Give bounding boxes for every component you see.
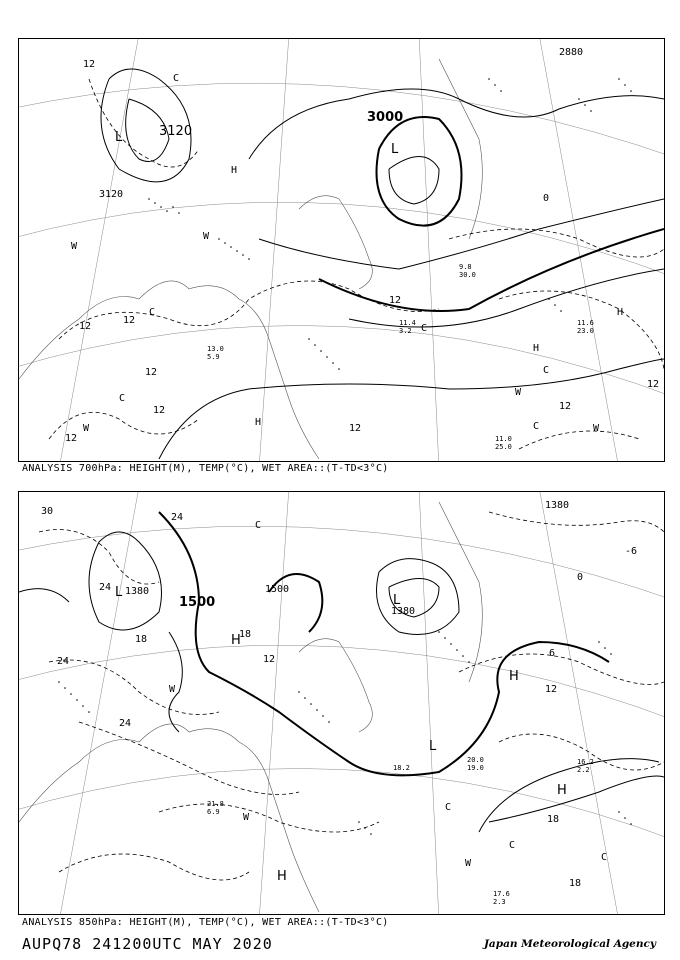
height-label: 1500 xyxy=(179,595,216,610)
temp-label: 0 xyxy=(543,193,550,204)
height-label: 1380 xyxy=(391,606,416,617)
high-center-label: H xyxy=(231,165,238,176)
warm-center-label: W xyxy=(515,387,522,398)
station-value: 13.0 xyxy=(207,345,224,353)
high-center-label: H xyxy=(255,417,262,428)
temp-label: 24 xyxy=(119,718,132,729)
temp-label: 12 xyxy=(559,401,572,412)
station-value: 5.9 xyxy=(207,353,220,361)
temp-label: 24 xyxy=(171,512,184,523)
temp-label: 12 xyxy=(545,684,558,695)
station-value: 9.8 xyxy=(459,263,472,271)
temp-label: 30 xyxy=(41,506,54,517)
cold-center-label: C xyxy=(421,323,428,334)
temp-label: 18 xyxy=(135,634,148,645)
height-label: 3120 xyxy=(99,189,124,200)
station-value: 11.4 xyxy=(399,319,416,327)
low-center-label: L xyxy=(115,585,123,600)
cold-center-label: C xyxy=(601,852,608,863)
station-value: 25.0 xyxy=(495,443,512,451)
low-center-label: L xyxy=(115,130,123,145)
temp-label: 12 xyxy=(263,654,276,665)
temp-label: 6 xyxy=(549,648,556,659)
isotherms xyxy=(39,512,664,880)
station-value: 6.9 xyxy=(207,808,220,816)
high-center-label: H xyxy=(533,343,540,354)
coastlines xyxy=(19,502,482,912)
cold-center-label: C xyxy=(173,73,180,84)
temp-label: 12 xyxy=(83,59,96,70)
warm-center-label: W xyxy=(593,423,600,434)
grid-lines xyxy=(19,39,664,461)
temp-label: 12 xyxy=(123,315,136,326)
cold-center-label: C xyxy=(543,365,550,376)
station-value: 21.8 xyxy=(207,800,224,808)
temp-label: 18 xyxy=(569,878,582,889)
warm-center-label: W xyxy=(203,231,210,242)
height-label: 3120 xyxy=(159,124,193,139)
caption-850hpa: ANALYSIS 850hPa: HEIGHT(M), TEMP(°C), WET AREA::(T-TD<3°C) xyxy=(22,917,389,928)
warm-center-label: W xyxy=(83,423,90,434)
temp-label: 12 xyxy=(349,423,362,434)
cold-center-label: C xyxy=(445,802,452,813)
height-label: 1380 xyxy=(125,586,150,597)
high-center-label: H xyxy=(277,869,287,884)
height-contours xyxy=(19,512,664,832)
height-label: 2880 xyxy=(559,47,584,58)
temp-label: 12 xyxy=(65,433,78,444)
warm-center-label: W xyxy=(71,241,78,252)
cold-center-label: C xyxy=(255,520,262,531)
station-value: 23.0 xyxy=(577,327,594,335)
weather-map-700hpa xyxy=(19,39,664,461)
warm-center-label: W xyxy=(169,684,176,695)
wet-area-stipple xyxy=(58,631,632,835)
cold-center-label: C xyxy=(533,421,540,432)
agency-name: Japan Meteorological Agency xyxy=(483,938,656,950)
warm-center-label: W xyxy=(465,858,472,869)
low-center-label: L xyxy=(391,142,399,157)
temp-label: 24 xyxy=(57,656,70,667)
station-value: 2.2 xyxy=(577,766,590,774)
height-label: 1380 xyxy=(545,500,570,511)
temp-label: 18 xyxy=(547,814,560,825)
temp-label: 12 xyxy=(647,379,660,390)
cold-center-label: C xyxy=(119,393,126,404)
map-panel-850hpa xyxy=(18,491,665,915)
high-center-label: H xyxy=(231,633,241,648)
station-value: 18.2 xyxy=(393,764,410,772)
station-value: 30.0 xyxy=(459,271,476,279)
station-value: 20.0 xyxy=(467,756,484,764)
caption-700hpa: ANALYSIS 700hPa: HEIGHT(M), TEMP(°C), WET AREA::(T-TD<3°C) xyxy=(22,463,389,474)
low-center-label: L xyxy=(429,739,437,754)
height-label: 3000 xyxy=(367,110,404,125)
cold-center-label: C xyxy=(149,307,156,318)
station-value: 2.3 xyxy=(493,898,506,906)
temp-label: 12 xyxy=(389,295,402,306)
temp-label: 0 xyxy=(577,572,584,583)
high-center-label: H xyxy=(509,669,519,684)
high-center-label: H xyxy=(557,783,567,798)
cold-center-label: C xyxy=(509,840,516,851)
high-center-label: H xyxy=(617,307,624,318)
chart-code: AUPQ78 241200UTC MAY 2020 xyxy=(22,935,273,953)
temp-label: 24 xyxy=(99,582,112,593)
temp-label: 12 xyxy=(153,405,166,416)
height-label: 1500 xyxy=(265,584,290,595)
station-value: 11.6 xyxy=(577,319,594,327)
station-value: 16.2 xyxy=(577,758,594,766)
temp-label: 18 xyxy=(239,629,252,640)
low-center-label: L xyxy=(393,593,401,608)
temp-label: -6 xyxy=(625,546,638,557)
station-value: 11.0 xyxy=(495,435,512,443)
weather-map-850hpa xyxy=(19,492,664,914)
station-value: 3.2 xyxy=(399,327,412,335)
station-value: 17.6 xyxy=(493,890,510,898)
warm-center-label: W xyxy=(243,812,250,823)
temp-label: 12 xyxy=(145,367,158,378)
station-value: 19.0 xyxy=(467,764,484,772)
map-panel-700hpa xyxy=(18,38,665,462)
isotherms xyxy=(49,79,664,449)
grid-lines xyxy=(19,492,664,914)
temp-label: 12 xyxy=(79,321,92,332)
